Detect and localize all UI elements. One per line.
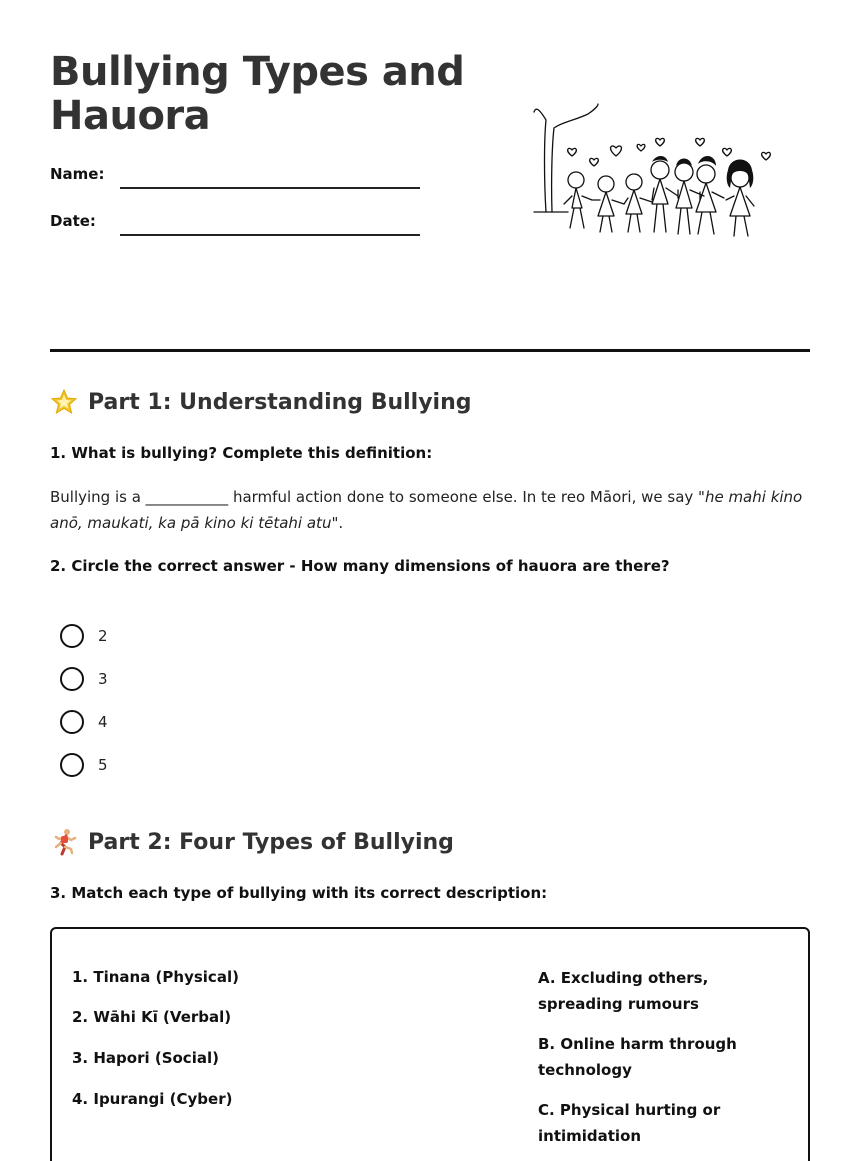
option-circle[interactable]: [60, 624, 84, 648]
question-2: 2. Circle the correct answer - How many dimensions of hauora are there?: [50, 557, 670, 575]
running-person-icon: [50, 828, 78, 856]
name-label: Name:: [50, 165, 105, 183]
definition-end: .: [338, 514, 344, 532]
option-circle[interactable]: [60, 753, 84, 777]
children-holding-hands-illustration: [528, 100, 778, 250]
description-item: B. Online harm through technology: [538, 1035, 737, 1079]
option-label: 5: [98, 756, 108, 774]
question-1: 1. What is bullying? Complete this definition:: [50, 444, 433, 462]
option-3[interactable]: [60, 667, 108, 691]
option-4[interactable]: [60, 710, 108, 734]
header-divider: [50, 349, 810, 352]
bullying-type-item: 1. Tinana (Physical): [72, 968, 239, 986]
option-label: 3: [98, 670, 108, 688]
maori-quote: "he mahi kino anō, maukati, ka pā kino ki tētahi atu": [50, 488, 803, 532]
worksheet-title: Bullying Types and Hauora: [50, 49, 465, 139]
definition-text: Bullying is a ___________ harmful action done to someone else. In te reo Māori, we say: [50, 488, 699, 506]
option-circle[interactable]: [60, 667, 84, 691]
glowing-star-icon: [50, 388, 78, 416]
name-field[interactable]: [120, 187, 420, 189]
option-5[interactable]: [60, 753, 108, 777]
part1-heading: [50, 388, 472, 416]
option-label: 4: [98, 713, 108, 731]
bullying-type-item: 3. Hapori (Social): [72, 1049, 219, 1067]
question-3: 3. Match each type of bullying with its correct description:: [50, 884, 548, 902]
bullying-type-item: 4. Ipurangi (Cyber): [72, 1090, 233, 1108]
option-label: 2: [98, 627, 108, 645]
option-2[interactable]: [60, 624, 108, 648]
date-label: Date:: [50, 212, 96, 230]
description-item: A. Excluding others, spreading rumours: [538, 969, 709, 1013]
part2-heading-text: Part 2: Four Types of Bullying: [88, 829, 454, 855]
part1-heading-text: Part 1: Understanding Bullying: [88, 389, 472, 415]
option-circle[interactable]: [60, 710, 84, 734]
date-field[interactable]: [120, 234, 420, 236]
bullying-type-item: 2. Wāhi Kī (Verbal): [72, 1008, 232, 1026]
part2-heading: [50, 828, 454, 856]
matching-box: [50, 927, 810, 1161]
definition-paragraph: [50, 484, 810, 536]
description-item: C. Physical hurting or intimidation: [538, 1101, 721, 1145]
